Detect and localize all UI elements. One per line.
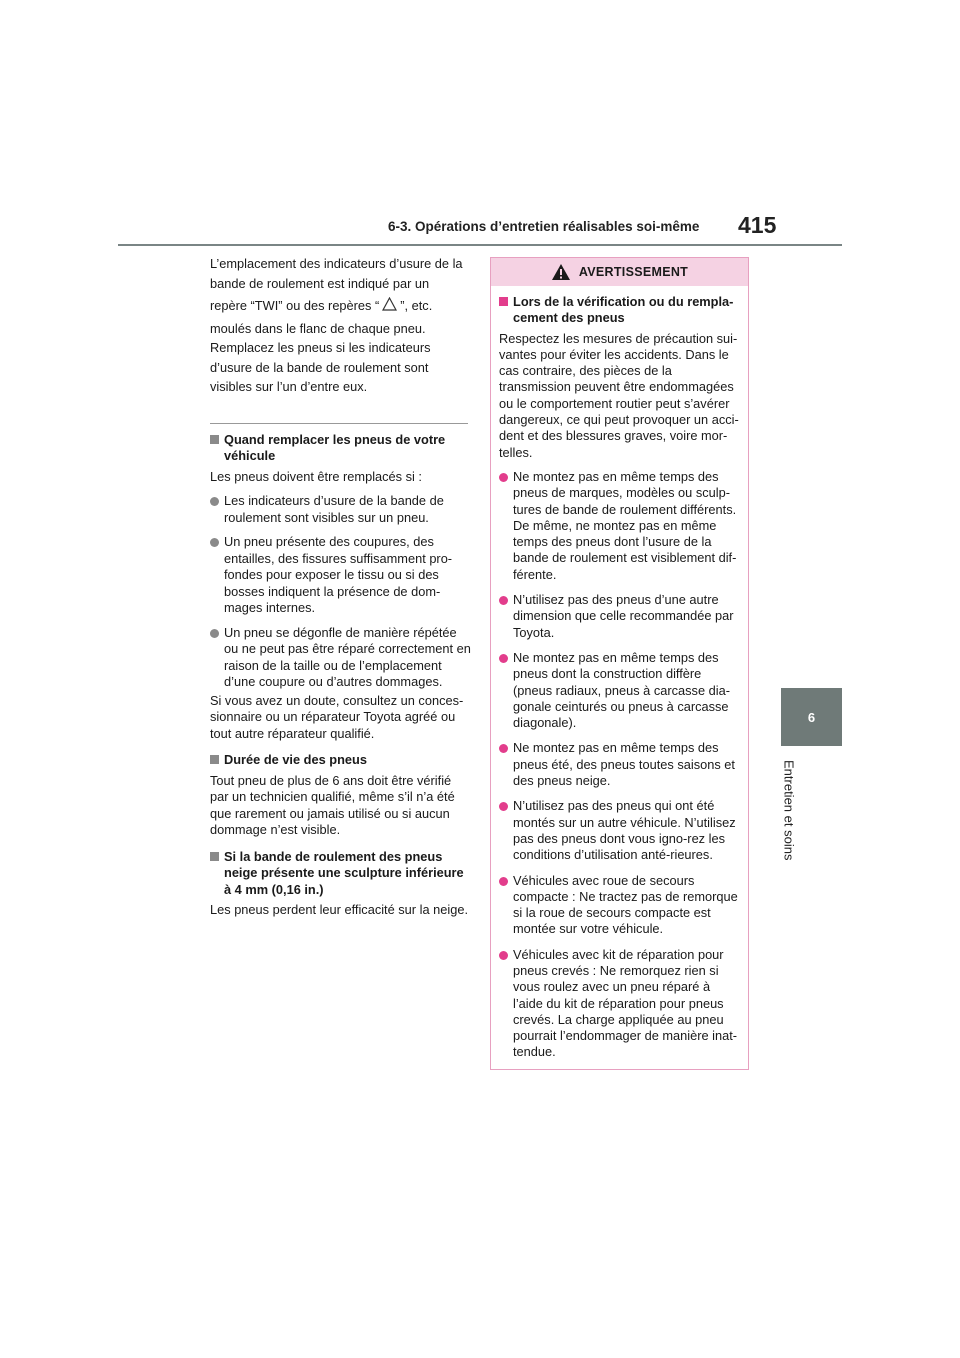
paragraph: Les pneus perdent leur efficacité sur la neige. xyxy=(210,902,468,917)
paragraph: Tout pneu de plus de 6 ans doit être vérifié par un technicien qualifié, même s’il n’a été que rarement ou jamais utilisé ou si aucun dommage n’est visible. xyxy=(210,772,455,837)
warning-heading: AVERTISSEMENT xyxy=(578,265,689,279)
intro-line: d’usure de la bande de roulement sont xyxy=(210,359,429,375)
list-item: Les indicateurs d’usure de la bande de roulement sont visibles sur un pneu. xyxy=(210,493,472,526)
twi-triangle-icon xyxy=(382,297,397,311)
intro-line xyxy=(210,296,472,316)
subsection-heading: Durée de vie des pneus xyxy=(210,752,472,769)
warning-title: Lors de la vérification ou du rempla-cement des pneus xyxy=(499,294,740,327)
header-rule xyxy=(118,244,842,246)
round-bullet-icon xyxy=(499,473,508,482)
round-bullet-icon xyxy=(210,497,219,506)
warning-triangle-icon xyxy=(551,263,571,281)
round-bullet-icon xyxy=(210,538,219,547)
round-bullet-icon xyxy=(499,951,508,960)
warning-item: Véhicules avec roue de secours compacte : Ne tractez pas de remorque si la roue de secours compacte est montée sur votre véhicule. xyxy=(499,873,740,938)
round-bullet-icon xyxy=(499,654,508,663)
subsection-heading: Quand remplacer les pneus de votre véhicule xyxy=(210,432,472,465)
paragraph: Si vous avez un doute, consultez un conces-sionnaire ou un réparateur Toyota agréé ou tout autre réparateur qualifié. xyxy=(210,692,464,741)
warning-item: Ne montez pas en même temps des pneus dont la construction diffère (pneus radiaux, pneus à carcasse dia-gonale ceinturés ou pneus à carcasse diagonale). xyxy=(499,650,740,731)
warning-item: N’utilisez pas des pneus d’une autre dimension que celle recommandée par Toyota. xyxy=(499,592,740,641)
section-title: 6-3. Opérations d’entretien réalisables soi-même xyxy=(388,219,700,234)
warning-item: Ne montez pas en même temps des pneus de marques, modèles ou sculp-tures de bande de roulement différents. De même, ne montez pas en même temps des pneus dont l’usure de la bande de roulement est visiblement dif-férente. xyxy=(499,469,740,583)
section-divider xyxy=(210,423,468,424)
warning-box xyxy=(490,257,749,1070)
round-bullet-icon xyxy=(210,629,219,638)
warning-item: N’utilisez pas des pneus qui ont été montés sur un autre véhicule. N’utilisez pas des pneus dont vous igno-rez les conditions d’utilisation anté-rieures. xyxy=(499,798,740,863)
round-bullet-icon xyxy=(499,744,508,753)
warning-header xyxy=(491,258,748,286)
intro-line: L’emplacement des indicateurs d’usure de la xyxy=(210,256,463,271)
square-bullet-icon xyxy=(210,852,219,861)
warning-item: Véhicules avec kit de réparation pour pneus crevés : Ne remorquez rien si vous roulez avec un pneu réparé à l’aide du kit de réparation pour pneus crevés. La charge appliquée au pneu pourrait l’endommager de manière inat-tendue. xyxy=(499,947,740,1061)
square-bullet-icon xyxy=(210,435,219,444)
paragraph: Les pneus doivent être remplacés si : xyxy=(210,468,422,484)
list-item: Un pneu se dégonfle de manière répétée ou ne peut pas être réparé correctement en raison de la taille ou de l’emplacement d’une coupure ou d’autres dommages. xyxy=(210,625,472,691)
square-bullet-icon xyxy=(210,755,219,764)
round-bullet-icon xyxy=(499,802,508,811)
warning-item: Ne montez pas en même temps des pneus été, des pneus toutes saisons et des pneus neige. xyxy=(499,740,740,789)
chapter-title: Entretien et soins xyxy=(781,760,797,861)
list-item: Un pneu présente des coupures, des entailles, des fissures suffisamment pro-fondes pour exposer le tissu ou si des bosses indiquent la présence de dom-mages internes. xyxy=(210,534,472,617)
intro-line: visibles sur l’un d’entre eux. xyxy=(210,379,368,394)
intro-line-start: repère “TWI” ou des repères “ xyxy=(210,298,380,313)
intro-line: bande de roulement est indiqué par un xyxy=(210,275,430,291)
intro-line-end: ”, etc. xyxy=(400,298,433,313)
intro-text xyxy=(210,254,472,397)
round-bullet-icon xyxy=(499,877,508,886)
intro-line: Remplacez les pneus si les indicateurs xyxy=(210,340,431,355)
square-bullet-icon xyxy=(499,297,508,306)
subsection-heading: Si la bande de roulement des pneus neige présente une sculpture inférieure à 4 mm (0,16 in.) xyxy=(210,849,472,899)
round-bullet-icon xyxy=(499,596,508,605)
warning-intro: Respectez les mesures de précaution sui-vantes pour éviter les accidents. Dans le cas contraire, des pièces de la transmission peuvent être endommagées ou le comportement routier peut s’avérer dangereux, ce qui peut provoquer un acci-dent et des blessures graves, voire mor-telles. xyxy=(499,330,739,460)
chapter-tab xyxy=(781,688,842,746)
page-number: 415 xyxy=(738,212,777,238)
warning-body xyxy=(491,286,748,1061)
intro-line: moulés dans le flanc de chaque pneu. xyxy=(210,320,426,336)
left-column xyxy=(210,254,472,927)
chapter-number: 6 xyxy=(807,709,816,725)
